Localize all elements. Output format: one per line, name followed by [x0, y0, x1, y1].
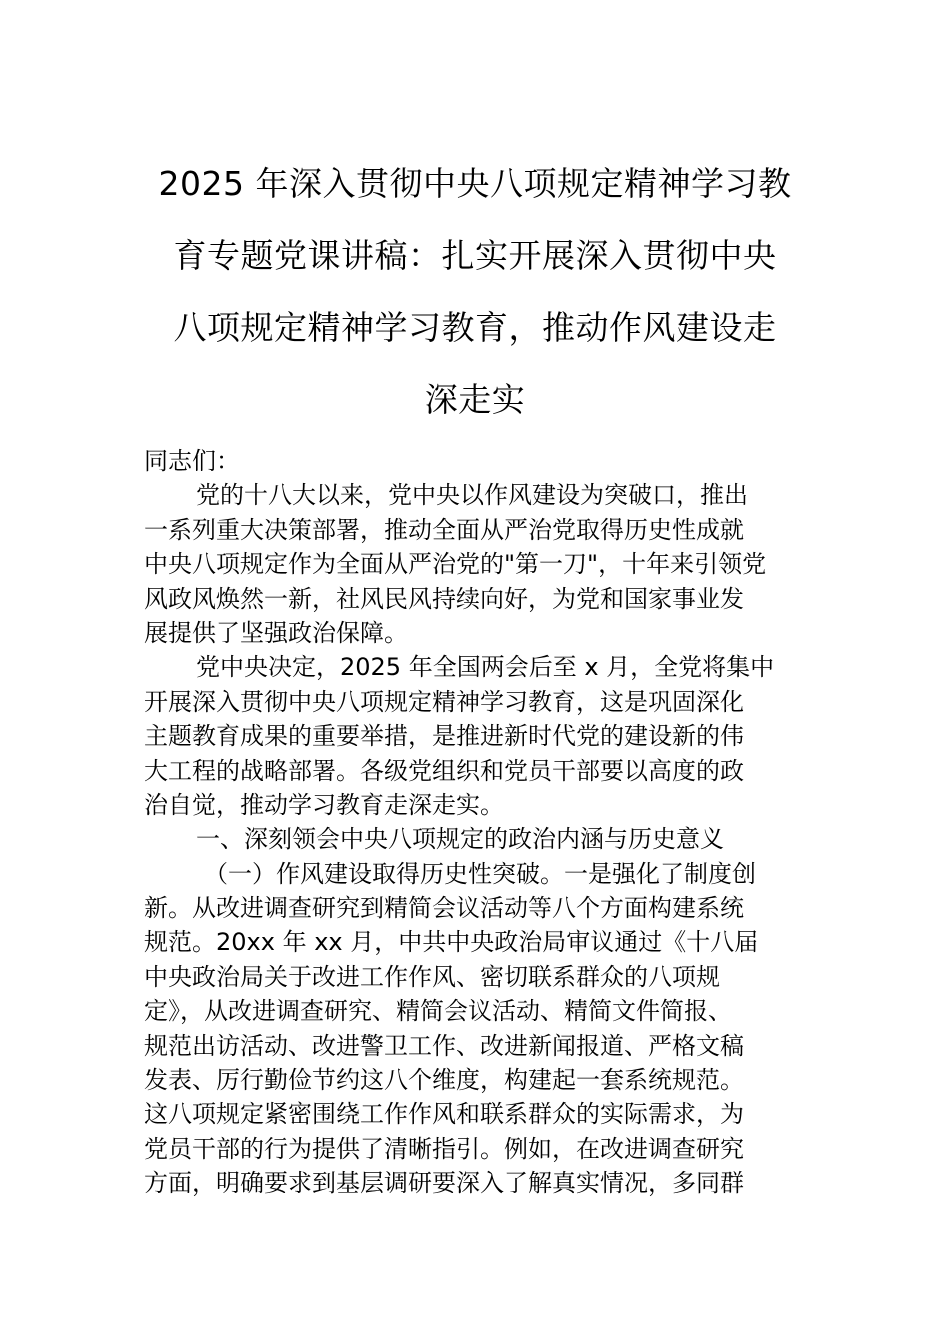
paragraph-line: 党的十八大以来，党中央以作风建设为突破口，推出 [196, 481, 748, 510]
paragraph-line: 党员干部的行为提供了清晰指引。例如，在改进调查研究 [144, 1134, 744, 1163]
paragraph-line: 风政风焕然一新，社风民风持续向好，为党和国家事业发 [144, 584, 744, 613]
paragraph-line: 定》，从改进调查研究、精简会议活动、精简文件简报、 [144, 997, 732, 1026]
paragraph-line: 这八项规定紧密围绕工作作风和联系群众的实际需求，为 [144, 1100, 744, 1129]
paragraph-line: 大工程的战略部署。各级党组织和党员干部要以高度的政 [144, 756, 744, 785]
paragraph-section-1-1 [144, 857, 810, 1201]
paragraph-line: 治自觉，推动学习教育走深走实。 [144, 790, 504, 819]
salutation: 同志们： [144, 447, 240, 475]
section-heading: 一、深刻领会中央八项规定的政治内涵与历史意义 [196, 825, 724, 854]
title-line: 八项规定精神学习教育，推动作风建设走 [173, 308, 777, 347]
document-title [140, 148, 810, 436]
paragraph-line: 党中央决定，2025 年全国两会后至 x 月，全党将集中 [196, 653, 775, 682]
paragraph-line: （一）作风建设取得历史性突破。一是强化了制度创 [204, 859, 756, 888]
paragraph-intro [144, 478, 810, 650]
title-line: 育专题党课讲稿：扎实开展深入贯彻中央 [173, 236, 777, 275]
paragraph-line: 中央政治局关于改进工作作风、密切联系群众的八项规 [144, 962, 720, 991]
paragraph-line: 一系列重大决策部署，推动全面从严治党取得历史性成就 [144, 515, 744, 544]
paragraph-line: 规范出访活动、改进警卫工作、改进新闻报道、严格文稿 [144, 1031, 744, 1060]
paragraph-decision [144, 650, 810, 822]
paragraph-line: 方面，明确要求到基层调研要深入了解真实情况，多同群 [144, 1169, 744, 1198]
paragraph-line: 开展深入贯彻中央八项规定精神学习教育，这是巩固深化 [144, 687, 744, 716]
paragraph-line: 规范。20xx 年 xx 月，中共中央政治局审议通过《十八届 [144, 928, 759, 957]
paragraph-line: 发表、厉行勤俭节约这八个维度，构建起一套系统规范。 [144, 1066, 744, 1095]
paragraph-line: 主题教育成果的重要举措，是推进新时代党的建设新的伟 [144, 722, 744, 751]
paragraph-line: 展提供了坚强政治保障。 [144, 618, 408, 647]
paragraph-line: 中央八项规定作为全面从严治党的"第一刀"，十年来引领党 [144, 550, 767, 579]
title-line: 深走实 [424, 380, 526, 419]
title-line: 2025 年深入贯彻中央八项规定精神学习教 [158, 164, 792, 203]
document-body [144, 444, 810, 1201]
paragraph-line: 新。从改进调查研究到精简会议活动等八个方面构建系统 [144, 894, 744, 923]
